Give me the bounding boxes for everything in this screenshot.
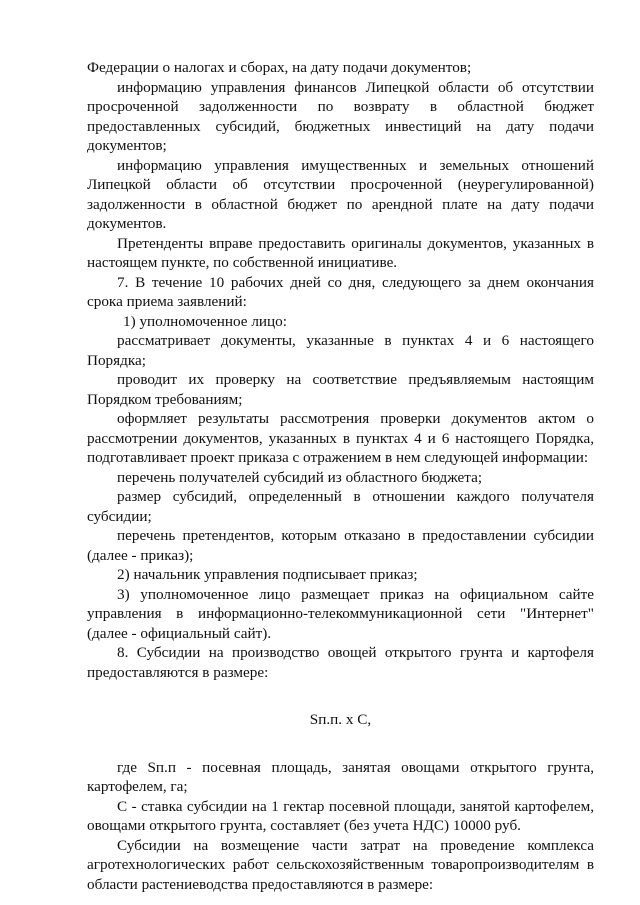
paragraph-property-info: информацию управления имущественных и земельных отношений Липецкой области об отсутствии просроченной (неурегулированной) задолженности в областной бюджет по арендной плате на дату подачи документов. [87,156,594,232]
paragraph-subitem-3: 3) уполномоченное лицо размещает приказ на официальном сайте управления в информационно-телекоммуникационной сети "Интернет" (далее - официальный сайт). [87,585,594,642]
paragraph-originals: Претенденты вправе предоставить оригиналы документов, указанных в настоящем пункте, по собственной инициативе. [87,234,594,271]
paragraph-formalizes-results: оформляет результаты рассмотрения проверки документов актом о рассмотрении документов, указанных в пунктах 4 и 6 настоящего Порядка, подготавливает проект приказа с отражением в нем следующей информации: [87,410,594,466]
paragraph-item-7: 7. В течение 10 рабочих дней со дня, следующего за днем окончания срока приема заявлений: [87,273,594,310]
paragraph-item-8: 8. Субсидии на производство овощей открытого грунта и картофеля предоставляются в размере: [87,644,594,681]
paragraph-subsidy-size: размер субсидий, определенный в отношении каждого получателя субсидии; [87,488,594,525]
formula: Sп.п. x C, [309,711,372,728]
paragraph-rejected-list: перечень претендентов, которым отказано в предоставлении субсидии (далее - приказ); [87,527,594,564]
paragraph-subitem-1: 1) уполномоченное лицо: [123,312,287,330]
document-page [87,58,594,894]
paragraph-tax-continuation: Федерации о налогах и сборах, на дату подачи документов; [87,59,472,76]
paragraph-checks-compliance: проводит их проверку на соответствие предъявляемым настоящим Порядком требованиям; [87,371,594,408]
paragraph-agrotech-subsidies: Субсидии на возмещение части затрат на проведение комплекса агротехнологических работ сельскохозяйственным товаропроизводителям в области растениеводства предоставляются в размере: [87,836,594,893]
paragraph-reviews-documents: рассматривает документы, указанные в пунктах 4 и 6 настоящего Порядка; [87,332,594,369]
paragraph-finance-info: информацию управления финансов Липецкой области об отсутствии просроченной задолженности по возврату в областной бюджет предоставленных субсидий, бюджетных инвестиций на дату подачи документов; [87,78,594,154]
paragraph-rate-c: C - ставка субсидии на 1 гектар посевной площади, занятой картофелем, овощами открытого грунта, составляет (без учета НДС) 10000 руб. [87,797,594,834]
paragraph-subitem-2: 2) начальник управления подписывает приказ; [117,566,418,583]
paragraph-where-s: где Sп.п - посевная площадь, занятая овощами открытого грунта, картофелем, га; [87,758,594,795]
paragraph-recipients-list: перечень получателей субсидий из областного бюджета; [117,468,483,486]
